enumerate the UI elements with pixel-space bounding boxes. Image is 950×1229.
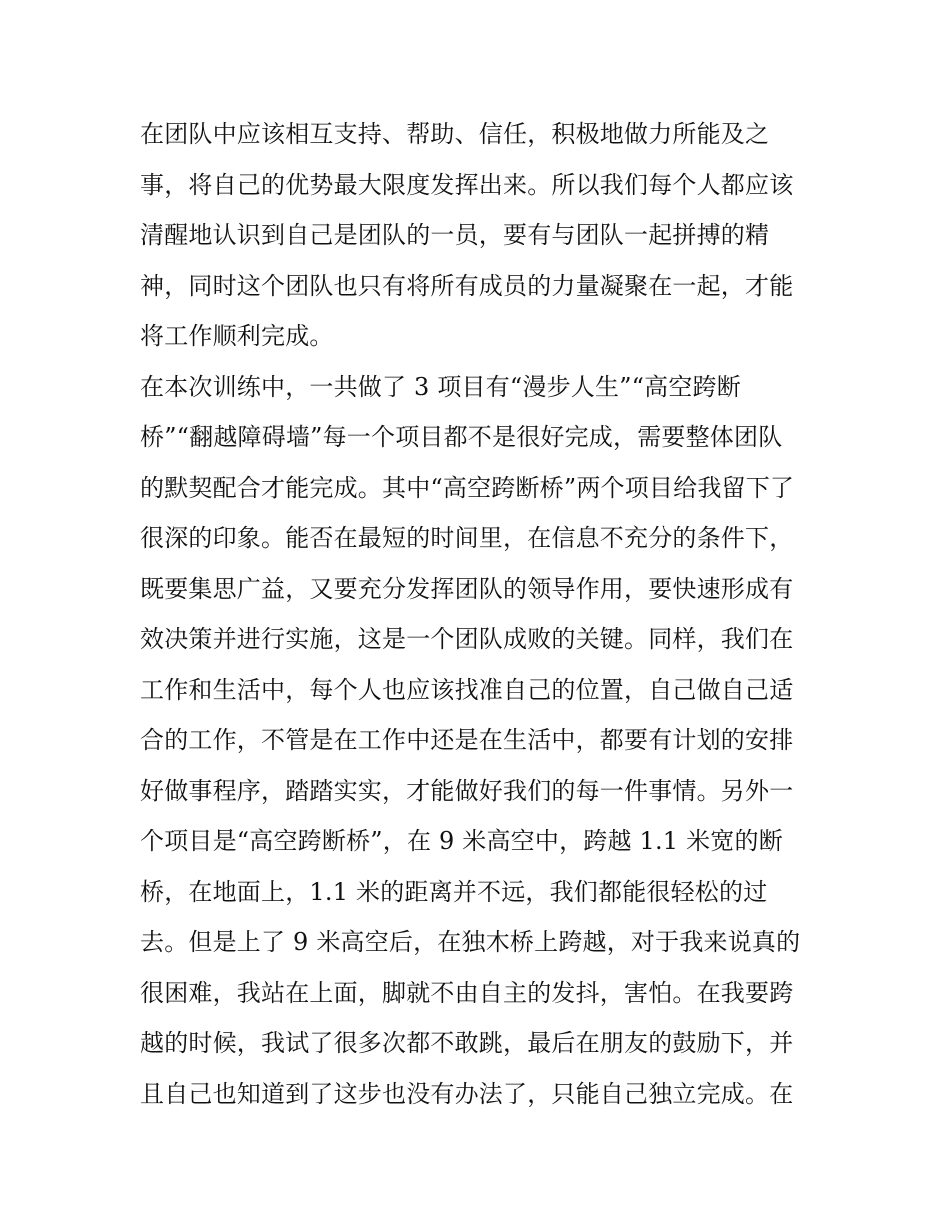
- text-line-6: 在本次训练中，一共做了 3 项目有“漫步人生”“高空跨断: [140, 372, 741, 401]
- text-line-12: 工作和生活中，每个人也应该找准自己的位置，自己做自己适: [140, 675, 794, 704]
- document-body: [140, 109, 820, 1119]
- text-line-3: 清醒地认识到自己是团队的一员，要有与团队一起拼搏的精: [140, 221, 770, 249]
- text-line-16: 桥，在地面上，1.1 米的距离并不远，我们都能很轻松的过: [140, 877, 768, 906]
- text-line-20: 且自己也知道到了这步也没有办法了，只能自己独立完成。在: [140, 1079, 794, 1108]
- text-line-10: 既要集思广益，又要充分发挥团队的领导作用，要快速形成有: [140, 574, 794, 603]
- text-line-1: 在团队中应该相互支持、帮助、信任，积极地做力所能及之: [140, 120, 770, 148]
- text-line-13: 合的工作，不管是在工作中还是在生活中，都要有计划的安排: [140, 726, 794, 754]
- text-line-8: 的默契配合才能完成。其中“高空跨断桥”两个项目给我留下了: [140, 473, 795, 502]
- text-line-5: 将工作顺利完成。: [140, 322, 334, 350]
- text-line-9: 很深的印象。能否在最短的时间里，在信息不充分的条件下，: [140, 524, 794, 552]
- text-line-11: 效决策并进行实施，这是一个团队成败的关键。同样，我们在: [140, 625, 794, 653]
- text-line-7: 桥”“翻越障碍墙”每一个项目都不是很好完成，需要整体团队: [140, 423, 783, 451]
- text-line-4: 神，同时这个团队也只有将所有成员的力量凝聚在一起，才能: [140, 271, 794, 300]
- text-line-14: 好做事程序，踏踏实实，才能做好我们的每一件事情。另外一: [140, 776, 794, 805]
- text-line-18: 很困难，我站在上面，脚就不由自主的发抖，害怕。在我要跨: [140, 978, 794, 1007]
- text-line-15: 个项目是“高空跨断桥”，在 9 米高空中，跨越 1.1 米宽的断: [140, 827, 783, 855]
- text-line-19: 越的时候，我试了很多次都不敢跳，最后在朋友的鼓励下，并: [140, 1029, 794, 1057]
- text-line-17: 去。但是上了 9 米高空后，在独木桥上跨越，对于我来说真的: [140, 928, 801, 956]
- text-line-2: 事，将自己的优势最大限度发挥出来。所以我们每个人都应该: [140, 170, 794, 199]
